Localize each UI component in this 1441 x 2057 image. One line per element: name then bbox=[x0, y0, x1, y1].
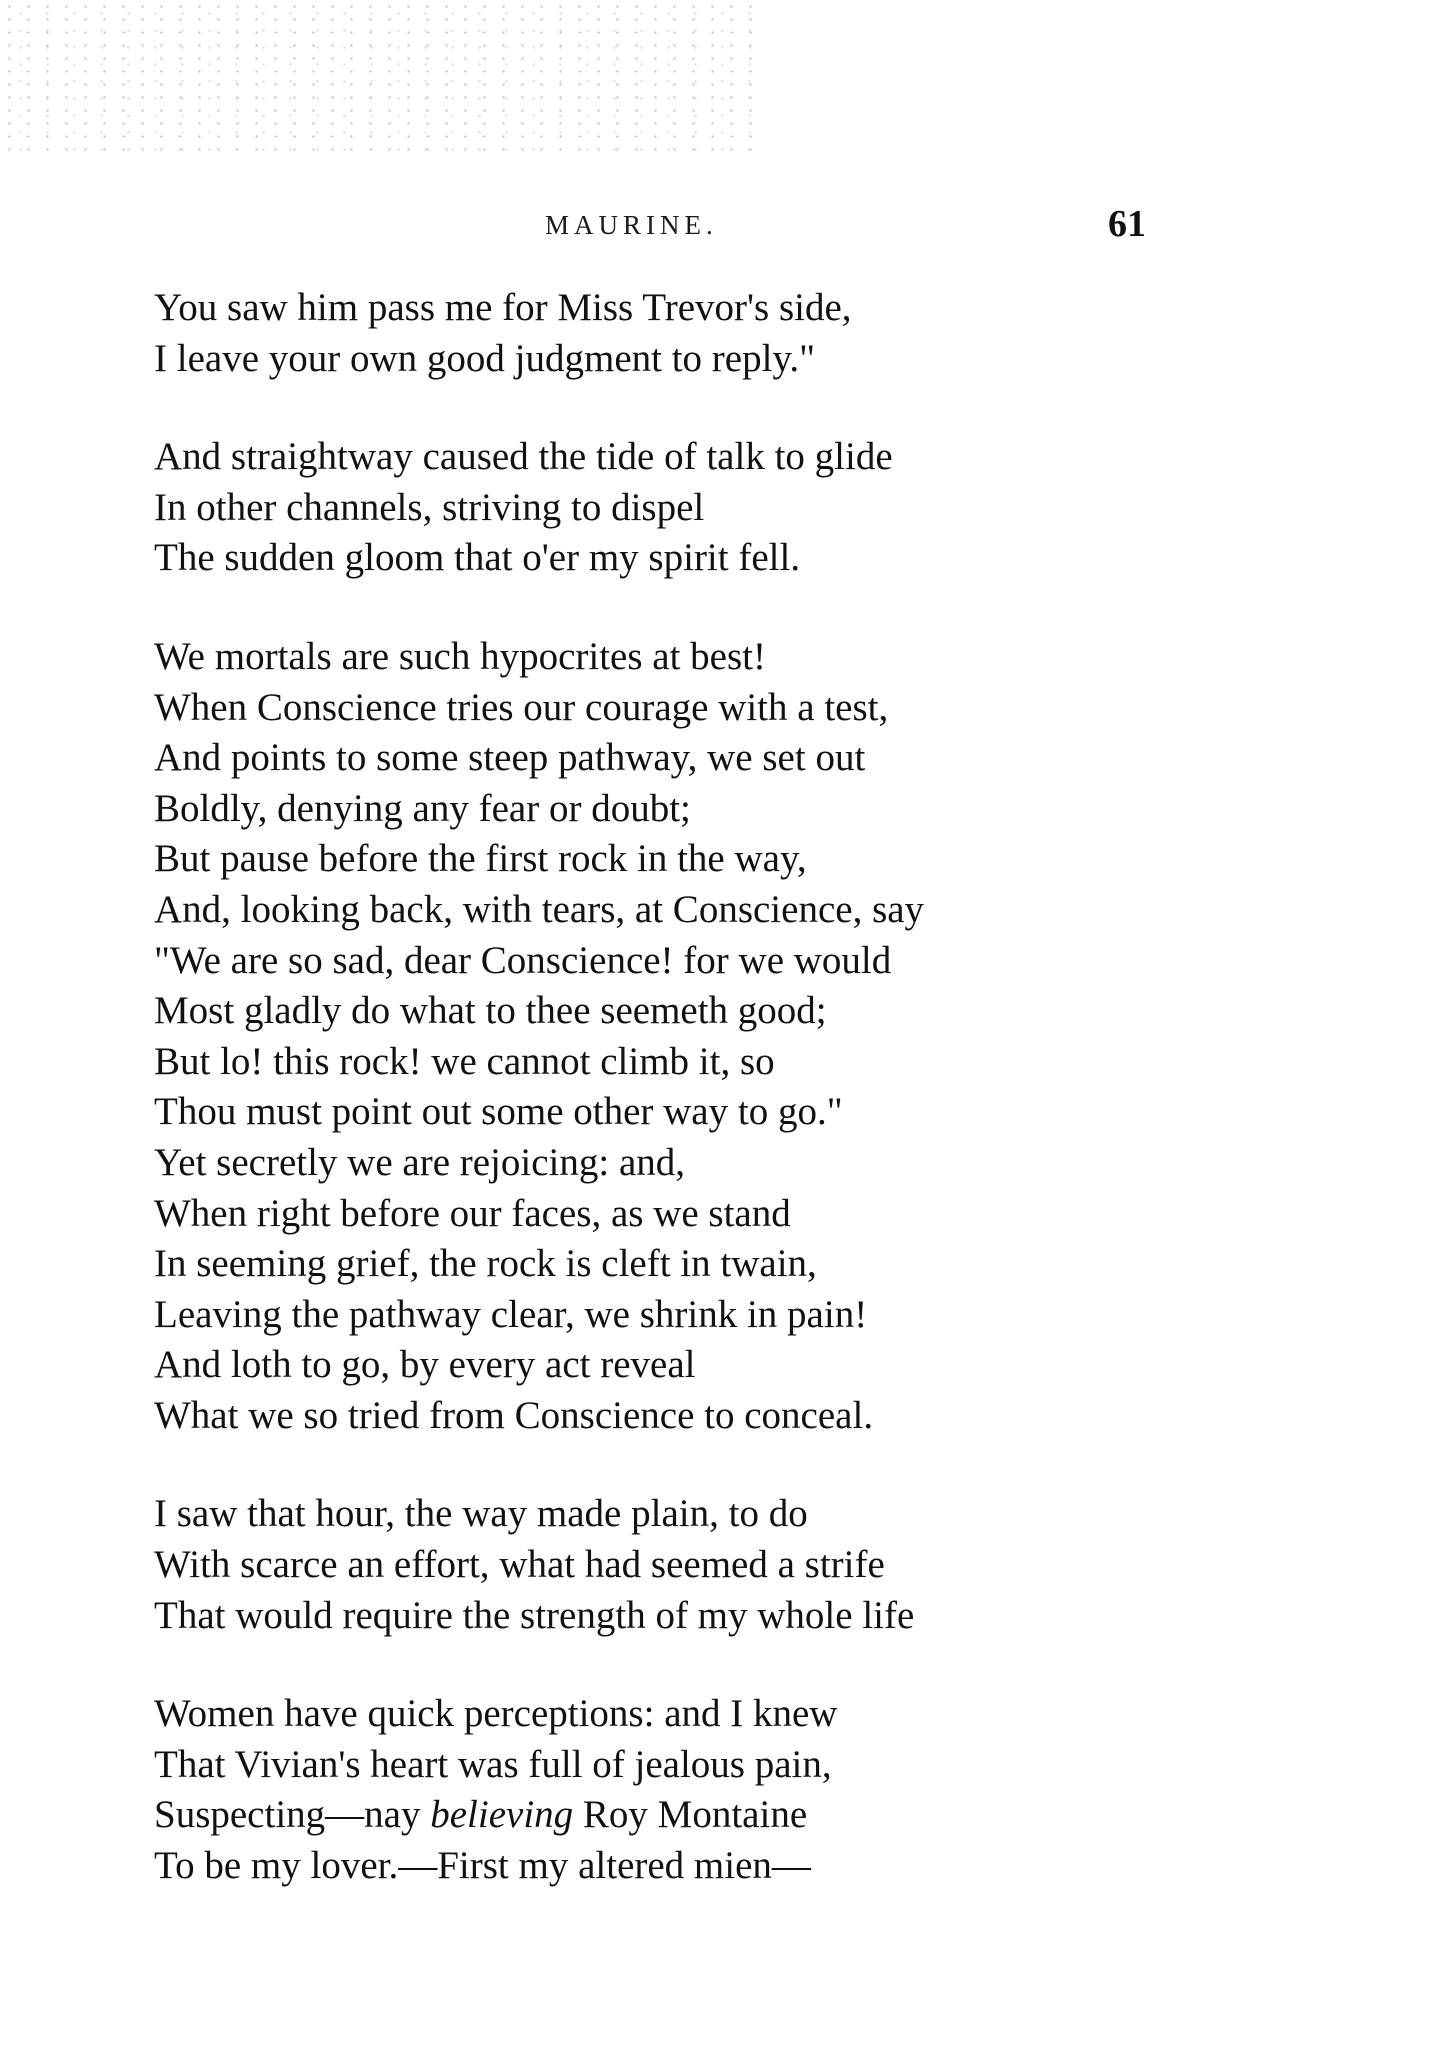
poem-line: That Vivian's heart was full of jealous pain, bbox=[154, 1742, 832, 1786]
poem-line: What we so tried from Conscience to conceal. bbox=[154, 1393, 874, 1437]
poem-line: I leave your own good judgment to reply." bbox=[154, 336, 816, 380]
poem-line: In seeming grief, the rock is cleft in twain, bbox=[154, 1242, 817, 1286]
stanza bbox=[154, 1689, 1354, 1891]
poem-line: You saw him pass me for Miss Trevor's side, bbox=[154, 286, 852, 329]
poem-line: Boldly, denying any fear or doubt; bbox=[154, 786, 691, 830]
italic-word: believing bbox=[430, 1793, 574, 1837]
poem-line-with-italic bbox=[154, 1790, 1354, 1841]
poem-line: But lo! this rock! we cannot climb it, so bbox=[154, 1039, 775, 1083]
poem-line: The sudden gloom that o'er my spirit fell. bbox=[154, 536, 801, 580]
poem-line: In other channels, striving to dispel bbox=[154, 485, 705, 529]
poem-line: That would require the strength of my whole life bbox=[154, 1593, 915, 1637]
poem-line: But pause before the first rock in the way, bbox=[154, 837, 807, 881]
stanza bbox=[154, 432, 1354, 584]
poem-line: And points to some steep pathway, we set out bbox=[154, 736, 866, 780]
poem-body bbox=[154, 283, 1354, 1940]
stanza bbox=[154, 1489, 1354, 1641]
poem-line: Most gladly do what to thee seemeth good; bbox=[154, 989, 827, 1033]
page-number: 61 bbox=[1108, 203, 1146, 245]
poem-line: "We are so sad, dear Conscience! for we would bbox=[154, 938, 892, 982]
poem-line: I saw that hour, the way made plain, to do bbox=[154, 1492, 808, 1536]
stanza bbox=[154, 632, 1354, 1442]
poem-line: Women have quick perceptions: and I knew bbox=[154, 1692, 838, 1736]
poem-line: And, looking back, with tears, at Conscience, say bbox=[154, 887, 925, 931]
poem-line: When right before our faces, as we stand bbox=[154, 1191, 791, 1235]
line-text: Suspecting—nay bbox=[154, 1793, 431, 1837]
poem-line: Thou must point out some other way to go." bbox=[154, 1090, 843, 1134]
poem-line: When Conscience tries our courage with a test, bbox=[154, 685, 889, 729]
poem-line: And loth to go, by every act reveal bbox=[154, 1343, 696, 1387]
stanza bbox=[154, 283, 1354, 384]
poem-line: Leaving the pathway clear, we shrink in pain! bbox=[154, 1292, 868, 1336]
poem-line: To be my lover.—First my altered mien— bbox=[154, 1844, 811, 1888]
poem-line: Yet secretly we are rejoicing: and, bbox=[154, 1140, 686, 1184]
running-title: MAURINE. bbox=[545, 210, 718, 240]
poem-line: With scarce an effort, what had seemed a strife bbox=[154, 1543, 885, 1587]
paper-speckle bbox=[0, 0, 760, 160]
poem-line: We mortals are such hypocrites at best! bbox=[154, 634, 766, 678]
poem-line: And straightway caused the tide of talk to glide bbox=[154, 435, 893, 479]
line-text: Roy Montaine bbox=[573, 1793, 808, 1837]
